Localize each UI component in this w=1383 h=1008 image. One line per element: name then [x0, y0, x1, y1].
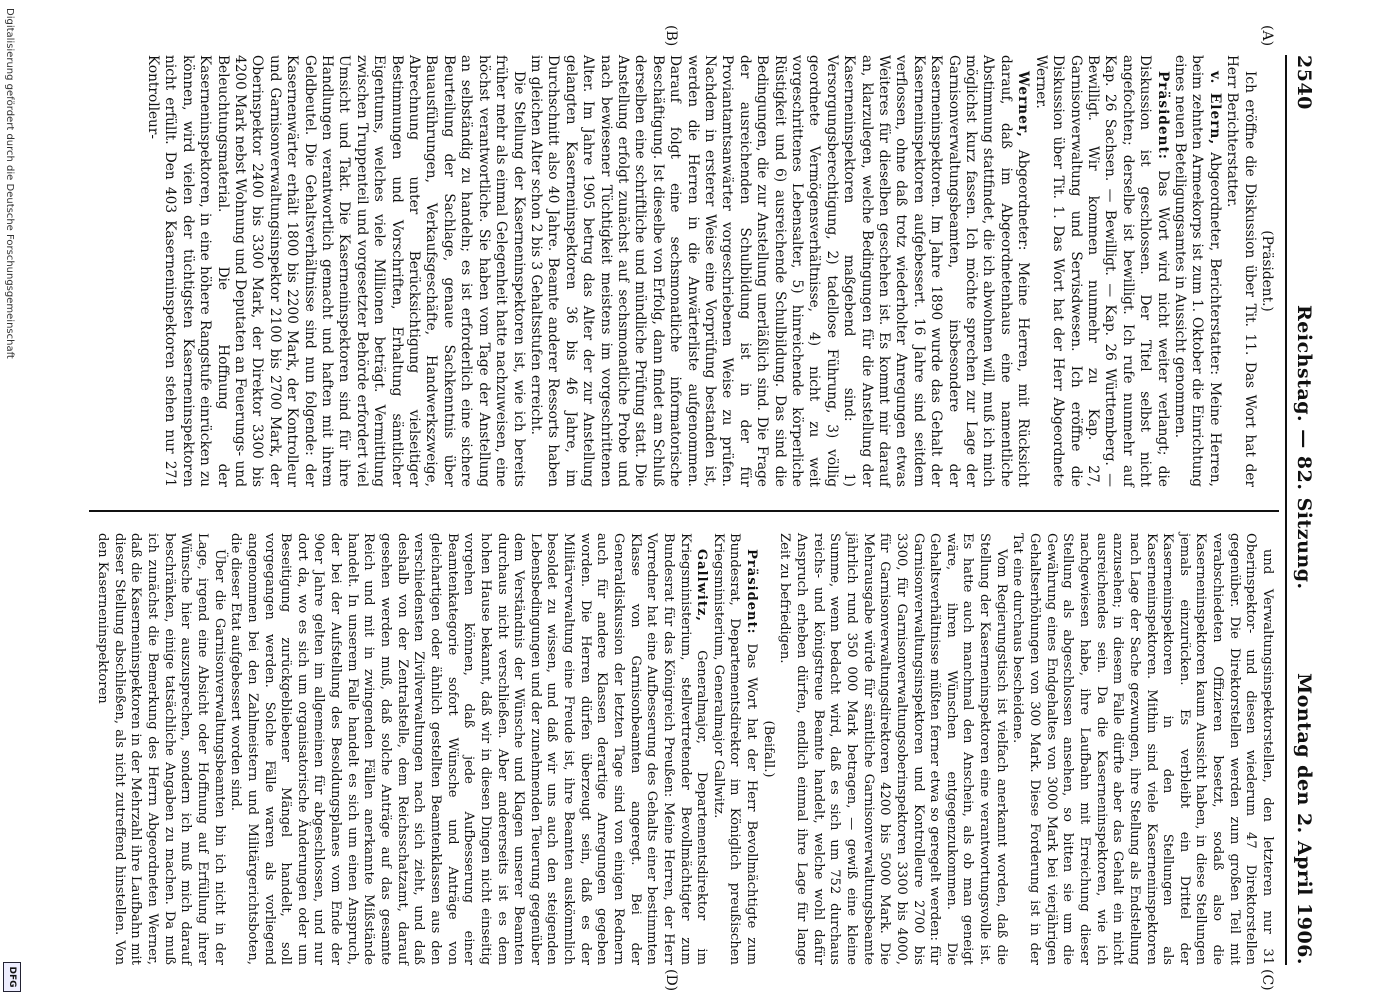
paragraph — [1009, 533, 1275, 965]
margin-marker-b: (B) — [663, 25, 679, 47]
page-content — [59, 25, 1319, 992]
paragraph-text: Über die Garnisonverwaltungsbeamten bin ich nicht in der Lage, irgend eine Absicht oder Hoffnung auf Erfüllung ihrer Wünsche hier auszusprechen, sondern ich muß mich darauf beschränken, einige tatsächliche Angaben zu machen. Da muß ich zunächst die Bemerkung des Herrn Abgeordneten Werner, daß die Kaserneninspektoren in der Mehrzahl ihre Laufbahn mit dieser Stellung abschließen, als nicht zutreffend hinstellen. Von den Kaserneninspektoren — [95, 533, 227, 965]
paragraph-text: (Präsident.) — [1259, 230, 1275, 312]
paragraph — [1031, 55, 1170, 487]
dfg-logo: DFG — [3, 962, 21, 992]
session-date: Montag den 2. April 1906. — [1293, 673, 1315, 965]
margin-marker-c: (C) — [1259, 969, 1275, 991]
paragraph-text: und Verwaltungsinspektorstellen, den letzteren nur 31 Oberinspektor- und diesen wiederum 47 Direktorstellen gegenüber. Die Direktorstellen werden zum großen Teil mit verabschiedeten Offizieren besetzt, sodaß also die Kaserneninspektoren kaum Aussicht haben, in diese Stellungen jemals einzurücken. Es verbleibt ein Drittel der Kaserneninspektoren in den Stellungen als Kaserneninspektoren. Mithin sind viele Kaserneninspektoren nach Lage der Sache gezwungen, ihre Stellung als Endstellung anzusehen; in diesem Falle dürfte aber das Gehalt ein nicht ausreichendes sein. Da die Kaserneninspektoren, wie ich nachgewiesen habe, ihre Laufbahn mit Erreichung dieser Stellung als abgeschlossen ansehen, so bitten sie um die Gewährung eines Endgehaltes von 3000 Mark bei vierjährigen Gehaltserhöhungen von 300 Mark. Diese Forderung ist in der Tat eine durchaus bescheidene. — [1010, 533, 1275, 965]
speaker-name: Werner, — [1015, 71, 1032, 138]
page-number: 2540 — [1293, 55, 1315, 110]
right-column — [94, 533, 1275, 965]
paragraph-text: Abgeordneter: Meine Herren, mit Rücksicht darauf, daß im Abgeordnetenhaus eine namentliche Abstimmung stattfindet, die ich abwohnen will, muß ich mich möglichst kurz fassen. Ich möchte sprechen zur Lage der Garnisonverwaltungsbeamten, insbesondere der Kaserneninspektoren. Im Jahre 1890 wurde das Gehalt der Kaserneninspektoren aufgebessert. 16 Jahre sind seitdem verflossen, ohne daß trotz wiederholter Anregungen etwas Weiteres für dieselben geschehen ist. Es kommt mir darauf an, klarzulegen, welche Bedingungen für die Anstellung der Kaserneninspektoren maßgebend sind: 1) Versorgungsberechtigung, 2) tadellose Führung, 3) völlig geordnete Vermögensverhältnisse, 4) nicht zu weit vorgeschrittenes Lebensalter, 5) hinreichende körperliche Rüstigkeit und 6) ausreichende Schulbildung. Das sind die Bedingungen, die zur Anstellung unerläßlich sind. Die Frage der ausreichenden Schulbildung ist in der für Proviantamtsanwärter vorgeschriebenen Weise zu prüfen. Nachdem in ersterer Weise eine Vorprüfung bestanden ist, werden die Herren in die Anwärterliste aufgenommen. Darauf folgt eine sechsmonatliche informatorische Beschäftigung. Ist dieselbe von Erfolg, dann findet am Schluß derselben eine schriftliche und mündliche Prüfung statt. Die Anstellung erfolgt zunächst auf sechsmonatliche Probe und nach bewiesener Tüchtigkeit meistens im vorgeschrittenen Alter. Im Jahre 1905 betrug das Alter der zur Anstellung gelangten Kaserneninspektoren 36 bis 46 Jahre, im Durchschnitt also 40 Jahre. Beamte anderer Ressorts haben im gleichen Alter schon 2 bis 3 Gehaltsstufen erreicht. — [527, 55, 1032, 487]
column-divider — [89, 510, 1279, 512]
margin-marker-a: (A) — [1259, 25, 1275, 47]
paragraph-text: Die Stellung der Kaserneninspektoren ist, wie ich bereits früher mehr als einmal Gelegenheit hatte nachzuweisen, eine höchst verantwortliche. Sie haben vom Tage der Anstellung an selbständig zu handeln; es ist erforderlich eine sichere Beurteilung der Sachlage, genaue Sachkenntnis über Bauausführungen, Verkaufsgeschäfte, Handwerkszweige, Abrechnung unter Berücksichtigung vielseitiger Bestimmungen und Vorschriften, Erhaltung sämtlicher Eigentums, welches viele Millionen beträgt. Vermittlung zwischen Truppenteil und vorgesetzter Behörde erfordert viel Umsicht und Takt. Die Kaserneninspektoren sind für ihre Handlungen verantwortlich gemacht und haften mit ihrem Geldbeutel. Die Gehaltsverhältnisse sind nun folgende: der Kasernenwärter erhält 1800 bis 2200 Mark, der Kontrolleur und Garnisonverwaltungsinspektor 2100 bis 2700 Mark, der Oberinspektor 2400 bis 3300 Mark, der Direktor 3300 bis 4200 Mark nebst Wohnung und Deputaten an Feuerungs- und Beleuchtungsmaterial. Die Hoffnung der Kaserneninspektoren, in eine höhere Rangstufe einrücken zu können, wird vielen der tüchtigsten Kaserneninspektoren nicht erfüllt. Den 403 Kaserneninspektoren stehen nur 271 Kontrolleur- — [145, 55, 527, 487]
paragraph — [94, 533, 227, 965]
paragraph-text: Generalmajor, Departementsdirektor im Kriegsministerium, stellvertretender Bevollmächtigter zum Bundesrat für das Königreich Preußen: Meine Herren, der Herr Vorredner hat eine Aufbesserung des Gehalts einer bestimmten Klasse von Garnisonbeamten angeregt. Bei der Generaldiskussion der letzten Tage sind von einigen Rednern auch für andere Klassen derartige Anregungen gegeben worden. Die Herren dürfen überzeugt sein, daß es der Militärverwaltung eine Freude ist, ihre Beamten auskömmlich besoldet zu wissen, und daß wir uns auch den steigenden Lebensbedingungen und der zunehmenden Teuerung gegenüber dem Verständnis der Wünsche und Klagen unserer Beamten durchaus nicht verschließen. Aber andererseits ist es dem hohen Hause bekannt, daß wir in diesen Dingen nicht einseitig vorgehen können, daß jede Aufbesserung einer Beamtenkategorie sofort Wünsche und Anträge von gleichartigen oder ähnlich gestellten Beamtenklassen aus den verschiedensten Zivilverwaltungen nach sich zieht, und daß deshalb von der Zentralstelle, dem Reichsschatzamt, darauf gesehen werden muß, daß solche Anträge auf das gesamte Reich und mit in zwingenden Fällen anerkannte Mißstände handelt. In unserem Falle handelt es sich um einen Anspruch, der bei der Aufstellung des Besoldungsplanes vom Ende der 90er Jahre gelten im allgemeinen für abgeschlossen, und nur dort da, wo es sich um organisatorische Änderungen oder um Beseitigung zurückgebliebener Mängel handelt, soll vorgegangen werden. Solche Fälle waren als vorliegend angenommen bei den Zahlmeistern und Militärgerichtsboten, die dieser Etat aufgebessert worden sind. — [228, 533, 710, 965]
paragraph — [527, 55, 1032, 487]
paragraph-text: Abgeordneter, Berichterstatter: Meine Herren, beim zehnten Armeekorps ist zum 1. Oktober die Einrichtung eines neuen Beteiligungsamtes in Aussicht genommen. — [1171, 55, 1223, 487]
dfg-credit-text: Digitalisierung gefördert durch die Deutsche Forschungsgemeinschaft — [4, 8, 15, 359]
session-title: Reichstag. — 82. Sitzung. — [1293, 305, 1315, 590]
margin-marker-d: (D) — [663, 969, 679, 992]
paragraph — [144, 55, 527, 487]
paragraph — [227, 533, 710, 965]
paragraph — [776, 533, 1009, 965]
speaker-name: Präsident: — [744, 549, 760, 635]
paragraph-text: (Beifall.) — [760, 720, 776, 778]
paragraph-text: Ich eröffne die Diskussion über Tit. 11. Das Wort hat der Herr Berichterstatter. — [1224, 55, 1258, 487]
paragraph — [1258, 55, 1275, 487]
paragraph — [709, 533, 759, 965]
paragraph-text: Das Wort wird nicht weiter verlangt; die Diskussion ist geschlossen. Der Titel selbst nicht angefochten; derselbe ist bewilligt. Ich rufe nunmehr auf Kap. 26 Sachsen. — Bewilligt. — Kap. 26 Württemberg. — Bewilligt. Wir kommen nunmehr zu Kap. 27, Garnisonverwaltung und Servisdwesen. Ich eröffne die Diskussion über Tit. 1. Das Wort hat der Herr Abgeordnete Werner. — [1032, 55, 1171, 487]
paragraph-text: Das Wort hat der Herr Bevollmächtigte zum Bundesrat, Departementsdirektor im Königlich preußischen Kriegsministerium, Generalmajor Gallwitz. — [710, 533, 760, 965]
speaker-name: v. Elern, — [1206, 71, 1223, 146]
paragraph — [1171, 55, 1223, 487]
speaker-name: Gallwitz, — [694, 549, 710, 622]
page-header — [1285, 55, 1319, 965]
left-column — [144, 55, 1275, 487]
paragraph — [759, 533, 776, 965]
speaker-name: Präsident: — [1154, 71, 1171, 160]
paragraph-text: Vom Regierungstisch ist vielfach anerkannt worden, daß die Stellung der Kaserneninspektoren eine verantwortungsvolle ist. Es hatte auch manchmal den Anschein, als ob man geneigt wäre, ihren Wünschen entgegenzukommen. Die Gehaltsverhältnisse müßten ferner etwa so geregelt werden: für Garnisonverwaltungsinspektoren und Kontrolleure 2700 bis 3300, für Garnisonverwaltungsoberinspektoren 3300 bis 4000, für Garnisonverwaltungsdirektoren 4200 bis 5000 Mark. Die Mehrausgabe würde für sämtliche Garnisonverwaltungsbeamte jährlich rund 350 000 Mark betragen, — gewiß eine kleine Summe, wenn bedacht wird, daß es sich um 752 durchaus reichs- und königstreue Beamte handelt, welche wohl dafür Anspruch erheben dürfen, endlich einmal ihre Lage für lange Zeit zu befriedigen. — [777, 533, 1009, 965]
paragraph — [1223, 55, 1258, 487]
